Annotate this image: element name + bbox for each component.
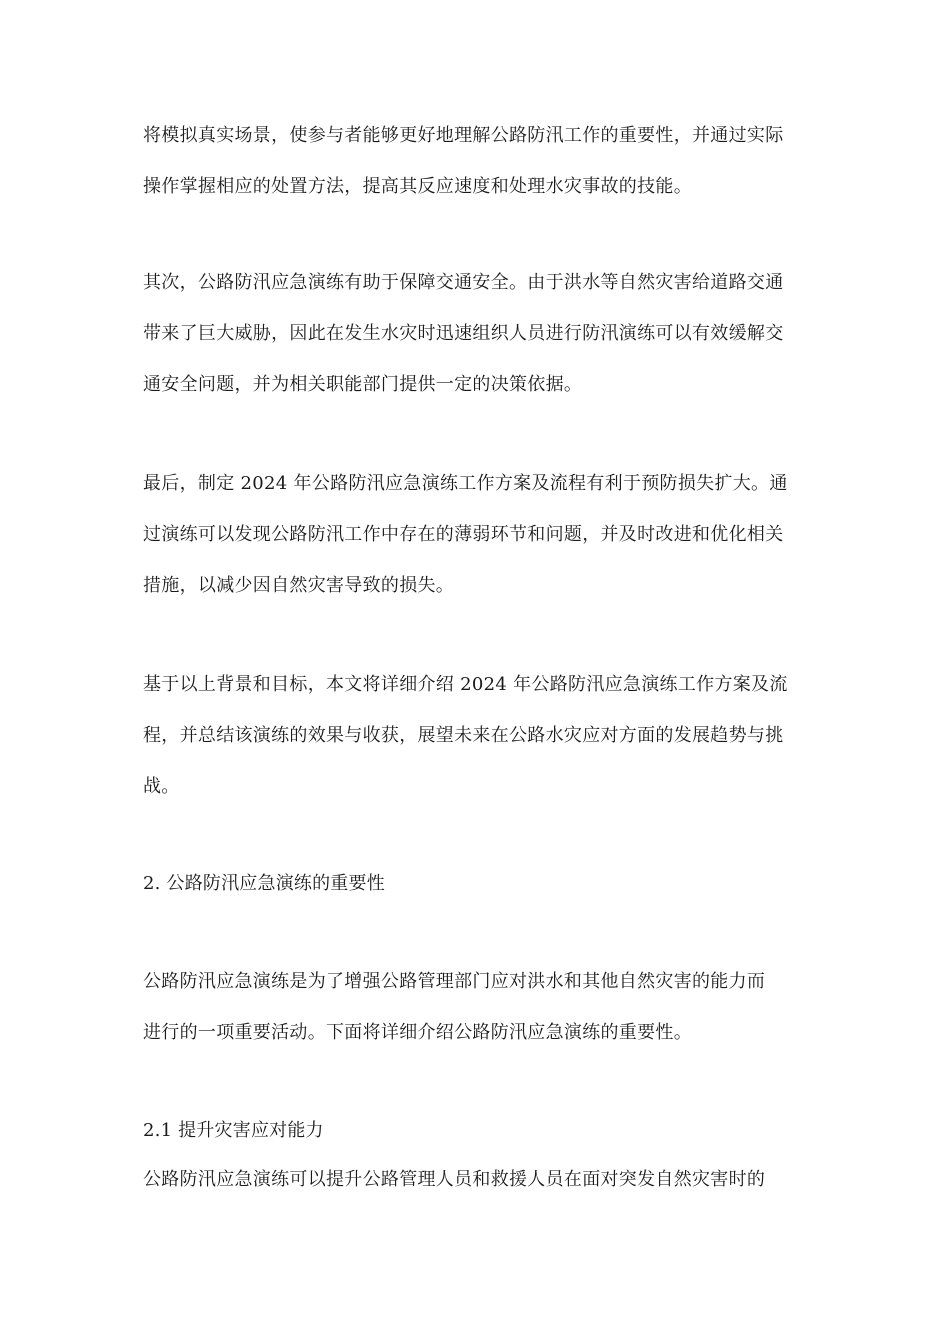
- subsection-heading: 2.1 提升灾害应对能力: [143, 1120, 324, 1141]
- text-line: 通安全问题，并为相关职能部门提供一定的决策依据。: [143, 374, 583, 395]
- text-line: 措施，以减少因自然灾害导致的损失。: [143, 575, 455, 596]
- text-line: 过演练可以发现公路防汛工作中存在的薄弱环节和问题，并及时改进和优化相关: [143, 524, 784, 545]
- text-line: 其次，公路防汛应急演练有助于保障交通安全。由于洪水等自然灾害给道路交通: [143, 272, 784, 293]
- text-line: 将模拟真实场景，使参与者能够更好地理解公路防汛工作的重要性，并通过实际: [143, 125, 784, 146]
- text-line: 公路防汛应急演练是为了增强公路管理部门应对洪水和其他自然灾害的能力而: [143, 971, 766, 992]
- text-line: 战。: [143, 776, 180, 797]
- text-line: 公路防汛应急演练可以提升公路管理人员和救援人员在面对突发自然灾害时的: [143, 1169, 766, 1190]
- text-line: 基于以上背景和目标，本文将详细介绍 2024 年公路防汛应急演练工作方案及流: [143, 674, 788, 695]
- text-line: 进行的一项重要活动。下面将详细介绍公路防汛应急演练的重要性。: [143, 1022, 692, 1043]
- text-line: 操作掌握相应的处置方法，提高其反应速度和处理水灾事故的技能。: [143, 176, 692, 197]
- text-line: 最后，制定 2024 年公路防汛应急演练工作方案及流程有利于预防损失扩大。通: [143, 473, 788, 494]
- text-line: 程，并总结该演练的效果与收获，展望未来在公路水灾应对方面的发展趋势与挑: [143, 725, 784, 746]
- section-heading: 2. 公路防汛应急演练的重要性: [143, 873, 385, 894]
- text-line: 带来了巨大威胁，因此在发生水灾时迅速组织人员进行防汛演练可以有效缓解交: [143, 323, 784, 344]
